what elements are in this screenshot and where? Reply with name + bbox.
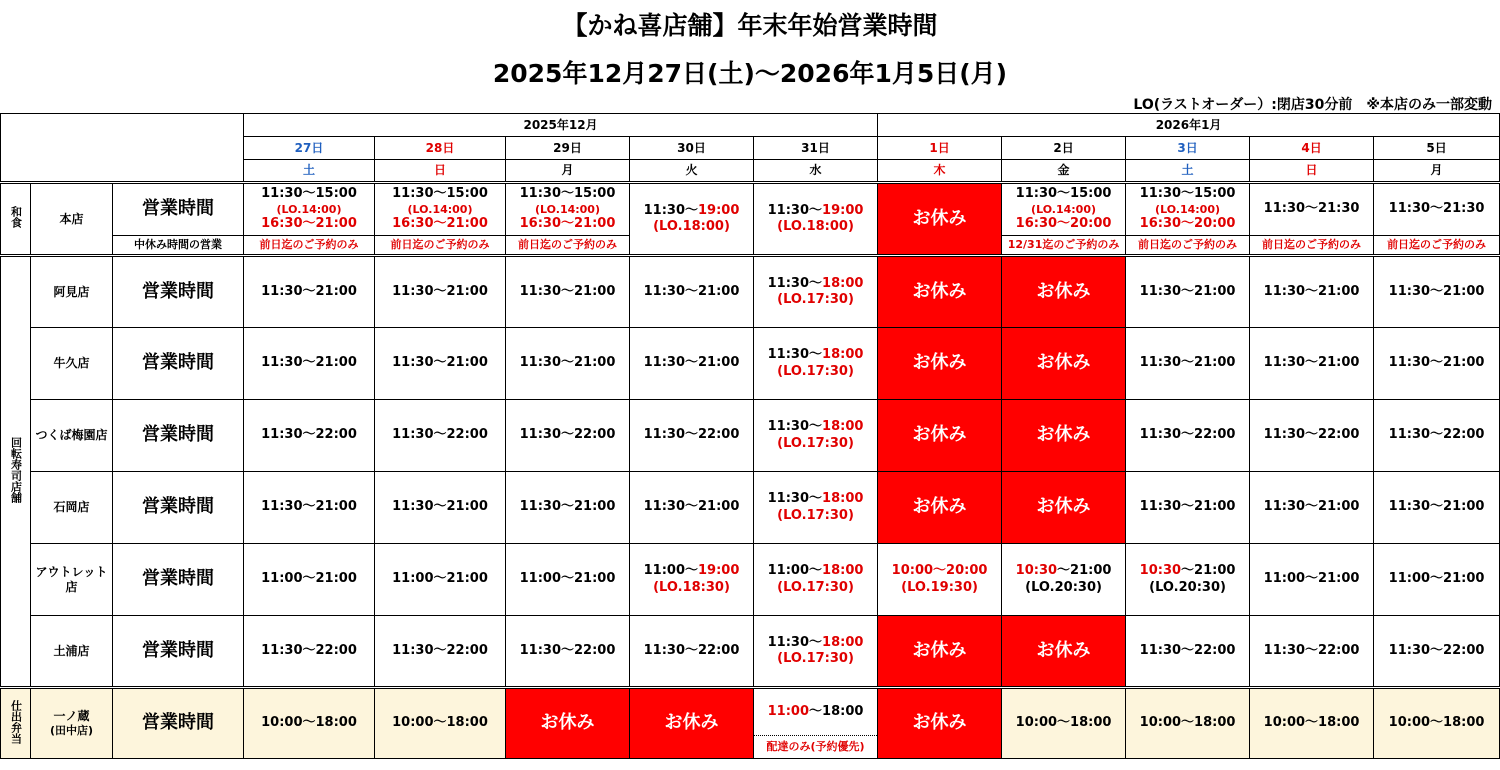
hours-cell: 11:30〜22:00 (1374, 400, 1500, 472)
closed-cell: お休み (1002, 256, 1126, 328)
hours-cell: 11:30〜21:00 (506, 256, 630, 328)
hours-label: 営業時間 (113, 616, 244, 688)
hours-table (0, 113, 1500, 759)
hours-cell: 11:00〜21:00 (506, 544, 630, 616)
hours-label: 営業時間 (113, 328, 244, 400)
weekday-cell: 月 (506, 160, 630, 183)
honten-cell: 11:30〜15:00 (LO.14:00) 16:30〜21:00 (375, 183, 506, 236)
closed-cell: お休み (878, 183, 1002, 256)
closed-cell: お休み (878, 472, 1002, 544)
hours-label: 営業時間 (113, 544, 244, 616)
hours-cell: 11:30〜21:00 (1374, 328, 1500, 400)
hours-cell: 11:30〜21:00 (1250, 328, 1374, 400)
hours-cell: 11:30〜22:00 (1126, 616, 1250, 688)
lo-note: LO(ラストオーダー）:閉店30分前 ※本店のみ一部変動 (1133, 97, 1492, 113)
store-outlet: アウトレット店 (31, 544, 113, 616)
closed-cell: お休み (1002, 472, 1126, 544)
hours-cell: 11:00〜21:00 (1374, 544, 1500, 616)
day-cell: 29日 (506, 137, 630, 160)
weekday-cell: 金 (1002, 160, 1126, 183)
reserve-note: 前日迄のご予約のみ (506, 236, 630, 256)
hours-cell: 11:00〜21:00 (244, 544, 375, 616)
hours-cell: 11:30〜21:00 (630, 256, 754, 328)
hours-label: 営業時間 (113, 256, 244, 328)
honten-cell: 11:30〜15:00 (LO.14:00) 16:30〜21:00 (244, 183, 375, 236)
hours-cell: 11:30〜21:00 (244, 328, 375, 400)
hours-cell: 10:00〜18:00 (244, 688, 375, 759)
hours-cell: 11:00〜21:00 (1250, 544, 1374, 616)
closed-cell: お休み (878, 328, 1002, 400)
hours-cell: 11:30〜22:00 (630, 400, 754, 472)
hours-cell: 11:00〜18:00 配達のみ(予約優先) (754, 688, 878, 759)
hours-cell: 11:30〜21:00 (1374, 256, 1500, 328)
hours-cell: 11:30〜18:00 (LO.17:30) (754, 328, 878, 400)
day-cell: 4日 (1250, 137, 1374, 160)
hours-cell: 11:30〜21:00 (630, 328, 754, 400)
hours-cell: 11:30〜21:00 (375, 328, 506, 400)
page-title: 【かね喜店舗】年末年始営業時間 (562, 11, 938, 40)
hours-cell: 11:00〜21:00 (375, 544, 506, 616)
store-ichinokura: 一ノ蔵 (田中店) (31, 688, 113, 759)
hours-cell: 11:30〜21:00 (1250, 472, 1374, 544)
hours-cell: 11:30〜22:00 (1374, 616, 1500, 688)
hours-cell: 11:30〜22:00 (244, 400, 375, 472)
closed-cell: お休み (878, 688, 1002, 759)
honten-cell: 11:30〜15:00 (LO.14:00) 16:30〜20:00 (1002, 183, 1126, 236)
closed-cell: お休み (506, 688, 630, 759)
hours-cell: 11:00〜18:00 (LO.17:30) (754, 544, 878, 616)
group-washoku: 和食 (1, 183, 31, 256)
hours-cell: 10:30〜21:00 (LO.20:30) (1126, 544, 1250, 616)
reserve-note: 前日迄のご予約のみ (375, 236, 506, 256)
hours-cell: 10:00〜18:00 (375, 688, 506, 759)
hours-cell: 11:30〜21:00 (1126, 472, 1250, 544)
honten-cell: 11:30〜19:00 (LO.18:00) (630, 183, 754, 256)
store-ushiku: 牛久店 (31, 328, 113, 400)
group-kaiten: 回転寿司店舗 (1, 256, 31, 688)
reserve-note: 前日迄のご予約のみ (1126, 236, 1250, 256)
closed-cell: お休み (1002, 400, 1126, 472)
hours-cell: 11:30〜21:00 (375, 256, 506, 328)
hours-cell: 11:30〜22:00 (1250, 400, 1374, 472)
hours-cell: 11:30〜18:00 (LO.17:30) (754, 616, 878, 688)
weekday-cell: 木 (878, 160, 1002, 183)
hours-cell: 11:30〜21:00 (630, 472, 754, 544)
month-jan: 2026年1月 (878, 114, 1500, 137)
store-tsuchiura: 土浦店 (31, 616, 113, 688)
closed-cell: お休み (1002, 328, 1126, 400)
honten-cell: 11:30〜15:00 (LO.14:00) 16:30〜20:00 (1126, 183, 1250, 236)
day-cell: 27日 (244, 137, 375, 160)
hours-cell: 10:00〜20:00 (LO.19:30) (878, 544, 1002, 616)
hours-cell: 11:30〜21:00 (1374, 472, 1500, 544)
weekday-cell: 月 (1374, 160, 1500, 183)
honten-cell: 11:30〜15:00 (LO.14:00) 16:30〜21:00 (506, 183, 630, 236)
weekday-cell: 水 (754, 160, 878, 183)
hours-cell: 11:30〜22:00 (506, 400, 630, 472)
hours-cell: 11:30〜22:00 (244, 616, 375, 688)
day-cell: 30日 (630, 137, 754, 160)
day-cell: 5日 (1374, 137, 1500, 160)
hours-cell: 11:30〜21:00 (244, 472, 375, 544)
hours-cell: 11:30〜22:00 (1250, 616, 1374, 688)
hours-label: 営業時間 (113, 400, 244, 472)
honten-cell: 11:30〜21:30 (1374, 183, 1500, 236)
day-cell: 3日 (1126, 137, 1250, 160)
hours-cell: 11:30〜18:00 (LO.17:30) (754, 472, 878, 544)
hours-cell: 11:30〜22:00 (630, 616, 754, 688)
day-cell: 1日 (878, 137, 1002, 160)
closed-cell: お休み (878, 400, 1002, 472)
hours-cell: 11:30〜21:00 (375, 472, 506, 544)
hours-cell: 11:30〜18:00 (LO.17:30) (754, 256, 878, 328)
hours-cell: 10:00〜18:00 (1374, 688, 1500, 759)
store-honten: 本店 (31, 183, 113, 256)
day-cell: 28日 (375, 137, 506, 160)
weekday-cell: 日 (375, 160, 506, 183)
hours-cell: 10:00〜18:00 (1250, 688, 1374, 759)
hours-cell: 11:30〜18:00 (LO.17:30) (754, 400, 878, 472)
hours-cell: 11:30〜22:00 (375, 616, 506, 688)
hours-cell: 11:30〜22:00 (375, 400, 506, 472)
hours-label: 営業時間 (113, 688, 244, 759)
store-ishioka: 石岡店 (31, 472, 113, 544)
closed-cell: お休み (878, 616, 1002, 688)
hours-cell: 10:30〜21:00 (LO.20:30) (1002, 544, 1126, 616)
weekday-cell: 火 (630, 160, 754, 183)
weekday-cell: 土 (1126, 160, 1250, 183)
closed-cell: お休み (1002, 616, 1126, 688)
hours-cell: 11:30〜21:00 (506, 328, 630, 400)
honten-cell: 11:30〜19:00 (LO.18:00) (754, 183, 878, 256)
reserve-note: 前日迄のご予約のみ (1250, 236, 1374, 256)
hours-cell: 11:30〜22:00 (1126, 400, 1250, 472)
weekday-cell: 土 (244, 160, 375, 183)
hours-cell: 11:30〜21:00 (1250, 256, 1374, 328)
weekday-cell: 日 (1250, 160, 1374, 183)
reserve-note: 前日迄のご予約のみ (244, 236, 375, 256)
hours-cell: 11:30〜21:00 (506, 472, 630, 544)
hours-cell: 11:30〜21:00 (1126, 328, 1250, 400)
day-cell: 31日 (754, 137, 878, 160)
hours-cell: 11:30〜22:00 (506, 616, 630, 688)
hours-cell: 11:30〜21:00 (244, 256, 375, 328)
midbreak-label: 中休み時間の営業 (113, 236, 244, 256)
month-dec: 2025年12月 (244, 114, 878, 137)
group-shidashi: 仕出弁当 (1, 688, 31, 759)
store-tsukuba: つくば梅園店 (31, 400, 113, 472)
store-ami: 阿見店 (31, 256, 113, 328)
honten-cell: 11:30〜21:30 (1250, 183, 1374, 236)
header-corner (1, 114, 244, 183)
closed-cell: お休み (878, 256, 1002, 328)
hours-cell: 10:00〜18:00 (1002, 688, 1126, 759)
hours-label: 営業時間 (113, 183, 244, 236)
period-subtitle: 2025年12月27日(土)〜2026年1月5日(月) (492, 59, 1008, 88)
reserve-note: 前日迄のご予約のみ (1374, 236, 1500, 256)
hours-cell: 10:00〜18:00 (1126, 688, 1250, 759)
day-cell: 2日 (1002, 137, 1126, 160)
reserve-note: 12/31迄のご予約のみ (1002, 236, 1126, 256)
hours-cell: 11:30〜21:00 (1126, 256, 1250, 328)
hours-label: 営業時間 (113, 472, 244, 544)
closed-cell: お休み (630, 688, 754, 759)
hours-cell: 11:00〜19:00 (LO.18:30) (630, 544, 754, 616)
